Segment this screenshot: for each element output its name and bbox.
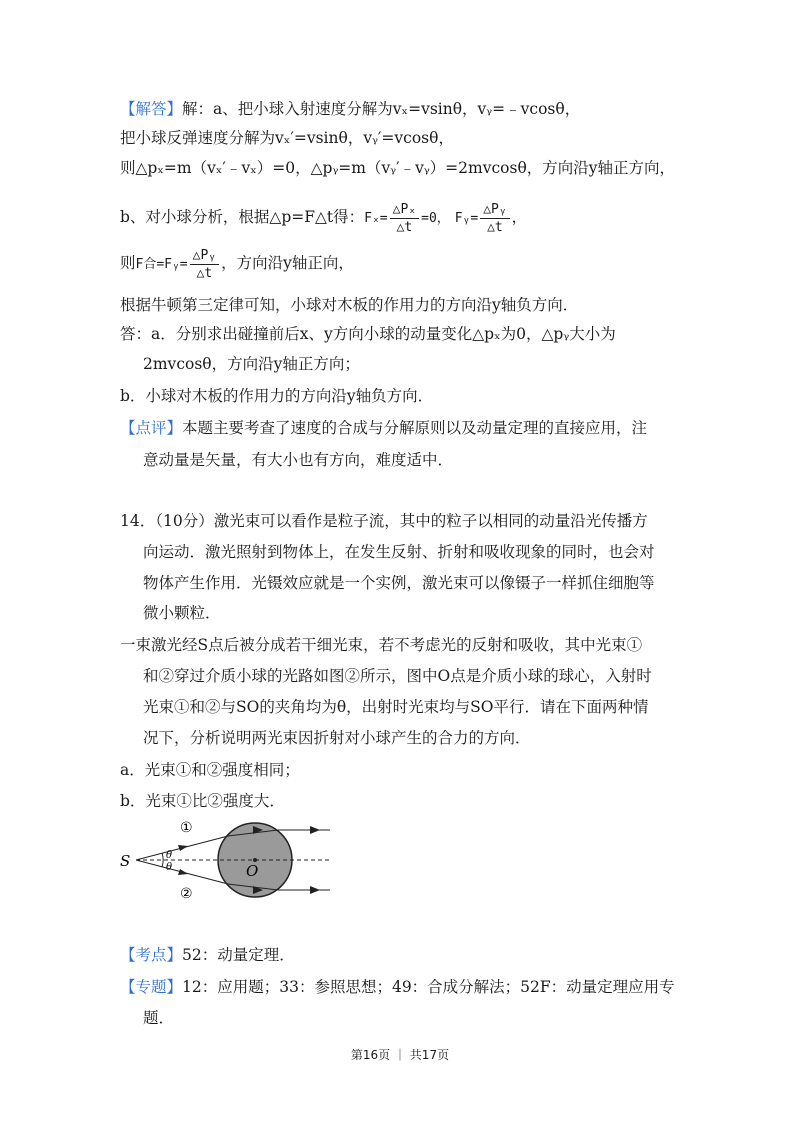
fx-fraction	[390, 201, 419, 236]
theta-arc	[162, 853, 163, 867]
fx-numerator: △Pₓ	[390, 201, 419, 219]
fnet-denominator: △t	[196, 265, 213, 281]
zhuanti-line-2: 题．	[143, 1009, 175, 1027]
review-tag: 【点评】	[120, 419, 183, 437]
q14-line-2: 向运动．激光照射到物体上，在发生反射、折射和吸收现象的同时，也会对	[143, 543, 655, 561]
answer-line-1	[120, 98, 580, 120]
label-theta-lower: θ	[166, 862, 173, 873]
answer-text-1: 解：a、把小球入射速度分解为vₓ=vsinθ，vᵧ=﹣vcosθ，	[182, 100, 581, 118]
q14-option-a: a．光束①和②强度相同；	[120, 761, 300, 779]
q14-line-4: 微小颗粒．	[143, 604, 221, 622]
q14-line-3: 物体产生作用．光镊效应就是一个实例，激光束可以像镊子一样抓住细胞等	[143, 574, 655, 592]
beam-1-arrow-out	[310, 826, 320, 834]
fnet-lhs: F合=Fᵧ=	[135, 257, 188, 272]
beam-2-arrow-in	[178, 869, 188, 875]
fx-rhs: =0，	[421, 211, 450, 226]
label-beam-1: ①	[180, 820, 193, 836]
q14-line-6: 和②穿过介质小球的光路如图②所示，图中O点是介质小球的球心，入射时	[143, 667, 652, 685]
page-footer: 第16页 ｜ 共17页	[350, 1048, 450, 1062]
answer-text-5-pre: 则	[120, 254, 136, 272]
answer-line-3: 则△pₓ=m（vₓ′﹣vₓ）=0，△pᵧ=m（vᵧ′﹣vᵧ）=2mvcosθ，方向沿y轴正方向，	[120, 159, 676, 177]
optics-figure	[118, 812, 338, 902]
zhuanti-text-1: 12：应用题；33：参照思想；49：合成分解法；52F：动量定理应用专	[182, 978, 675, 996]
answer-line-8: 2mvcosθ，方向沿y轴正方向；	[143, 355, 360, 373]
q14-line-1: 14．（10分）激光束可以看作是粒子流，其中的粒子以相同的动量沿光传播方	[120, 512, 648, 530]
label-o: O	[246, 862, 259, 880]
fy-rhs: ，	[511, 208, 528, 226]
label-beam-2: ②	[180, 886, 193, 902]
answer-line-2: 把小球反弹速度分解为vₓ′=vsinθ，vᵧ′=vcosθ，	[120, 129, 454, 147]
fnet-fraction	[190, 247, 219, 282]
answer-text-4: b、对小球分析，根据△p=F△t得：	[120, 208, 365, 226]
beam-1-arrow-in	[178, 845, 188, 851]
answer-tag: 【解答】	[120, 100, 183, 118]
kaodian-line	[120, 944, 295, 966]
kaodian-text: 52：动量定理．	[182, 946, 295, 964]
fx-lhs: Fₓ=	[364, 211, 388, 226]
review-line-1	[120, 417, 647, 439]
answer-line-6: 根据牛顿第三定律可知，小球对木板的作用力的方向沿y轴负方向．	[120, 296, 579, 314]
q14-line-5: 一束激光经S点后被分成若干细光束，若不考虑光的反射和吸收，其中光束①	[120, 636, 643, 654]
answer-text-5-post: ，方向沿y轴正向，	[221, 254, 354, 272]
beam-2-arrow-out	[310, 886, 320, 894]
answer-line-4	[120, 197, 527, 239]
zhuanti-line-1	[120, 976, 675, 998]
fnet-numerator: △Pᵧ	[190, 247, 219, 265]
answer-line-7: 答：a．分别求出碰撞前后x、y方向小球的动量变化△pₓ为0，△pᵧ大小为	[120, 325, 616, 343]
answer-line-9: b．小球对木板的作用力的方向沿y轴负方向．	[120, 387, 434, 405]
q14-line-8: 况下，分析说明两光束因折射对小球产生的合力的方向．	[143, 729, 531, 747]
fy-fraction	[480, 201, 509, 236]
review-line-2: 意动量是矢量，有大小也有方向，难度适中．	[143, 451, 454, 469]
label-s: S	[120, 852, 131, 870]
fx-denominator: △t	[396, 219, 413, 235]
fy-lhs: Fᵧ=	[454, 211, 479, 226]
q14-option-b: b．光束①比②强度大．	[120, 792, 285, 810]
label-theta-upper: θ	[166, 850, 173, 861]
fy-denominator: △t	[487, 219, 503, 235]
kaodian-tag: 【考点】	[120, 946, 183, 964]
answer-line-5	[120, 243, 354, 285]
q14-line-7: 光束①和②与SO的夹角均为θ，出射时光束均与SO平行．请在下面两种情	[143, 698, 649, 716]
review-text-1: 本题主要考查了速度的合成与分解原则以及动量定理的直接应用，注	[182, 419, 648, 437]
zhuanti-tag: 【专题】	[120, 978, 183, 996]
fy-numerator: △Pᵧ	[480, 201, 509, 219]
